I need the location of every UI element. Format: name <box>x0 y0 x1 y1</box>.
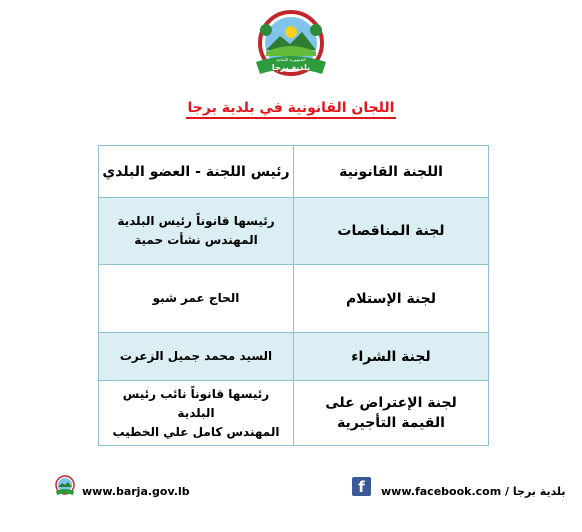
committees-table <box>98 145 489 446</box>
table-row <box>99 198 489 265</box>
column-header-head: رئيس اللجنة - العضو البلدي <box>99 146 294 198</box>
committee-name: لجنة الإستلام <box>294 265 489 333</box>
facebook-icon[interactable]: f <box>352 477 371 496</box>
committee-head-line1: رئيسها قانوناً رئيس البلدية <box>117 214 275 228</box>
facebook-url: www.facebook.com <box>381 485 502 498</box>
committee-head-line2: المهندس نشأت حمية <box>134 233 258 247</box>
committee-head <box>99 265 294 333</box>
page-title: اللجان القانونية في بلدية برجا <box>186 100 397 119</box>
committee-head-line2: المهندس كامل علي الخطيب <box>112 424 280 439</box>
committee-head <box>99 381 294 446</box>
facebook-separator: / <box>505 485 510 498</box>
mini-logo-icon <box>54 475 76 497</box>
logo-emblem-text: بلدية برجا <box>271 63 311 72</box>
footer-website <box>54 473 190 498</box>
website-link[interactable]: www.barja.gov.lb <box>82 485 190 498</box>
facebook-page-name: بلدية برجا <box>512 485 566 498</box>
committee-head-line1: الحاج عمر شبو <box>152 291 240 305</box>
table-row <box>99 381 489 446</box>
committee-name: لجنة المناقصات <box>294 198 489 265</box>
column-header-committee: اللجنة القانونية <box>294 146 489 198</box>
municipality-logo <box>250 10 332 82</box>
committee-name: لجنة الشراء <box>294 333 489 381</box>
table-header-row <box>99 146 489 198</box>
committee-head-line1: السيد محمد جميل الزعرت <box>119 349 273 363</box>
committee-head <box>99 333 294 381</box>
table-row <box>99 333 489 381</box>
logo-emblem-subtext: الجمهورية اللبنانية <box>276 57 306 62</box>
facebook-link[interactable] <box>381 485 566 498</box>
committee-head <box>99 198 294 265</box>
page-heading <box>0 97 582 119</box>
committee-name: لجنة الإعتراض على القيمة التأجيرية <box>294 381 489 446</box>
table-row <box>99 265 489 333</box>
committee-head-line1: رئيسها قانوناً نائب رئيس البلدية <box>122 386 270 420</box>
